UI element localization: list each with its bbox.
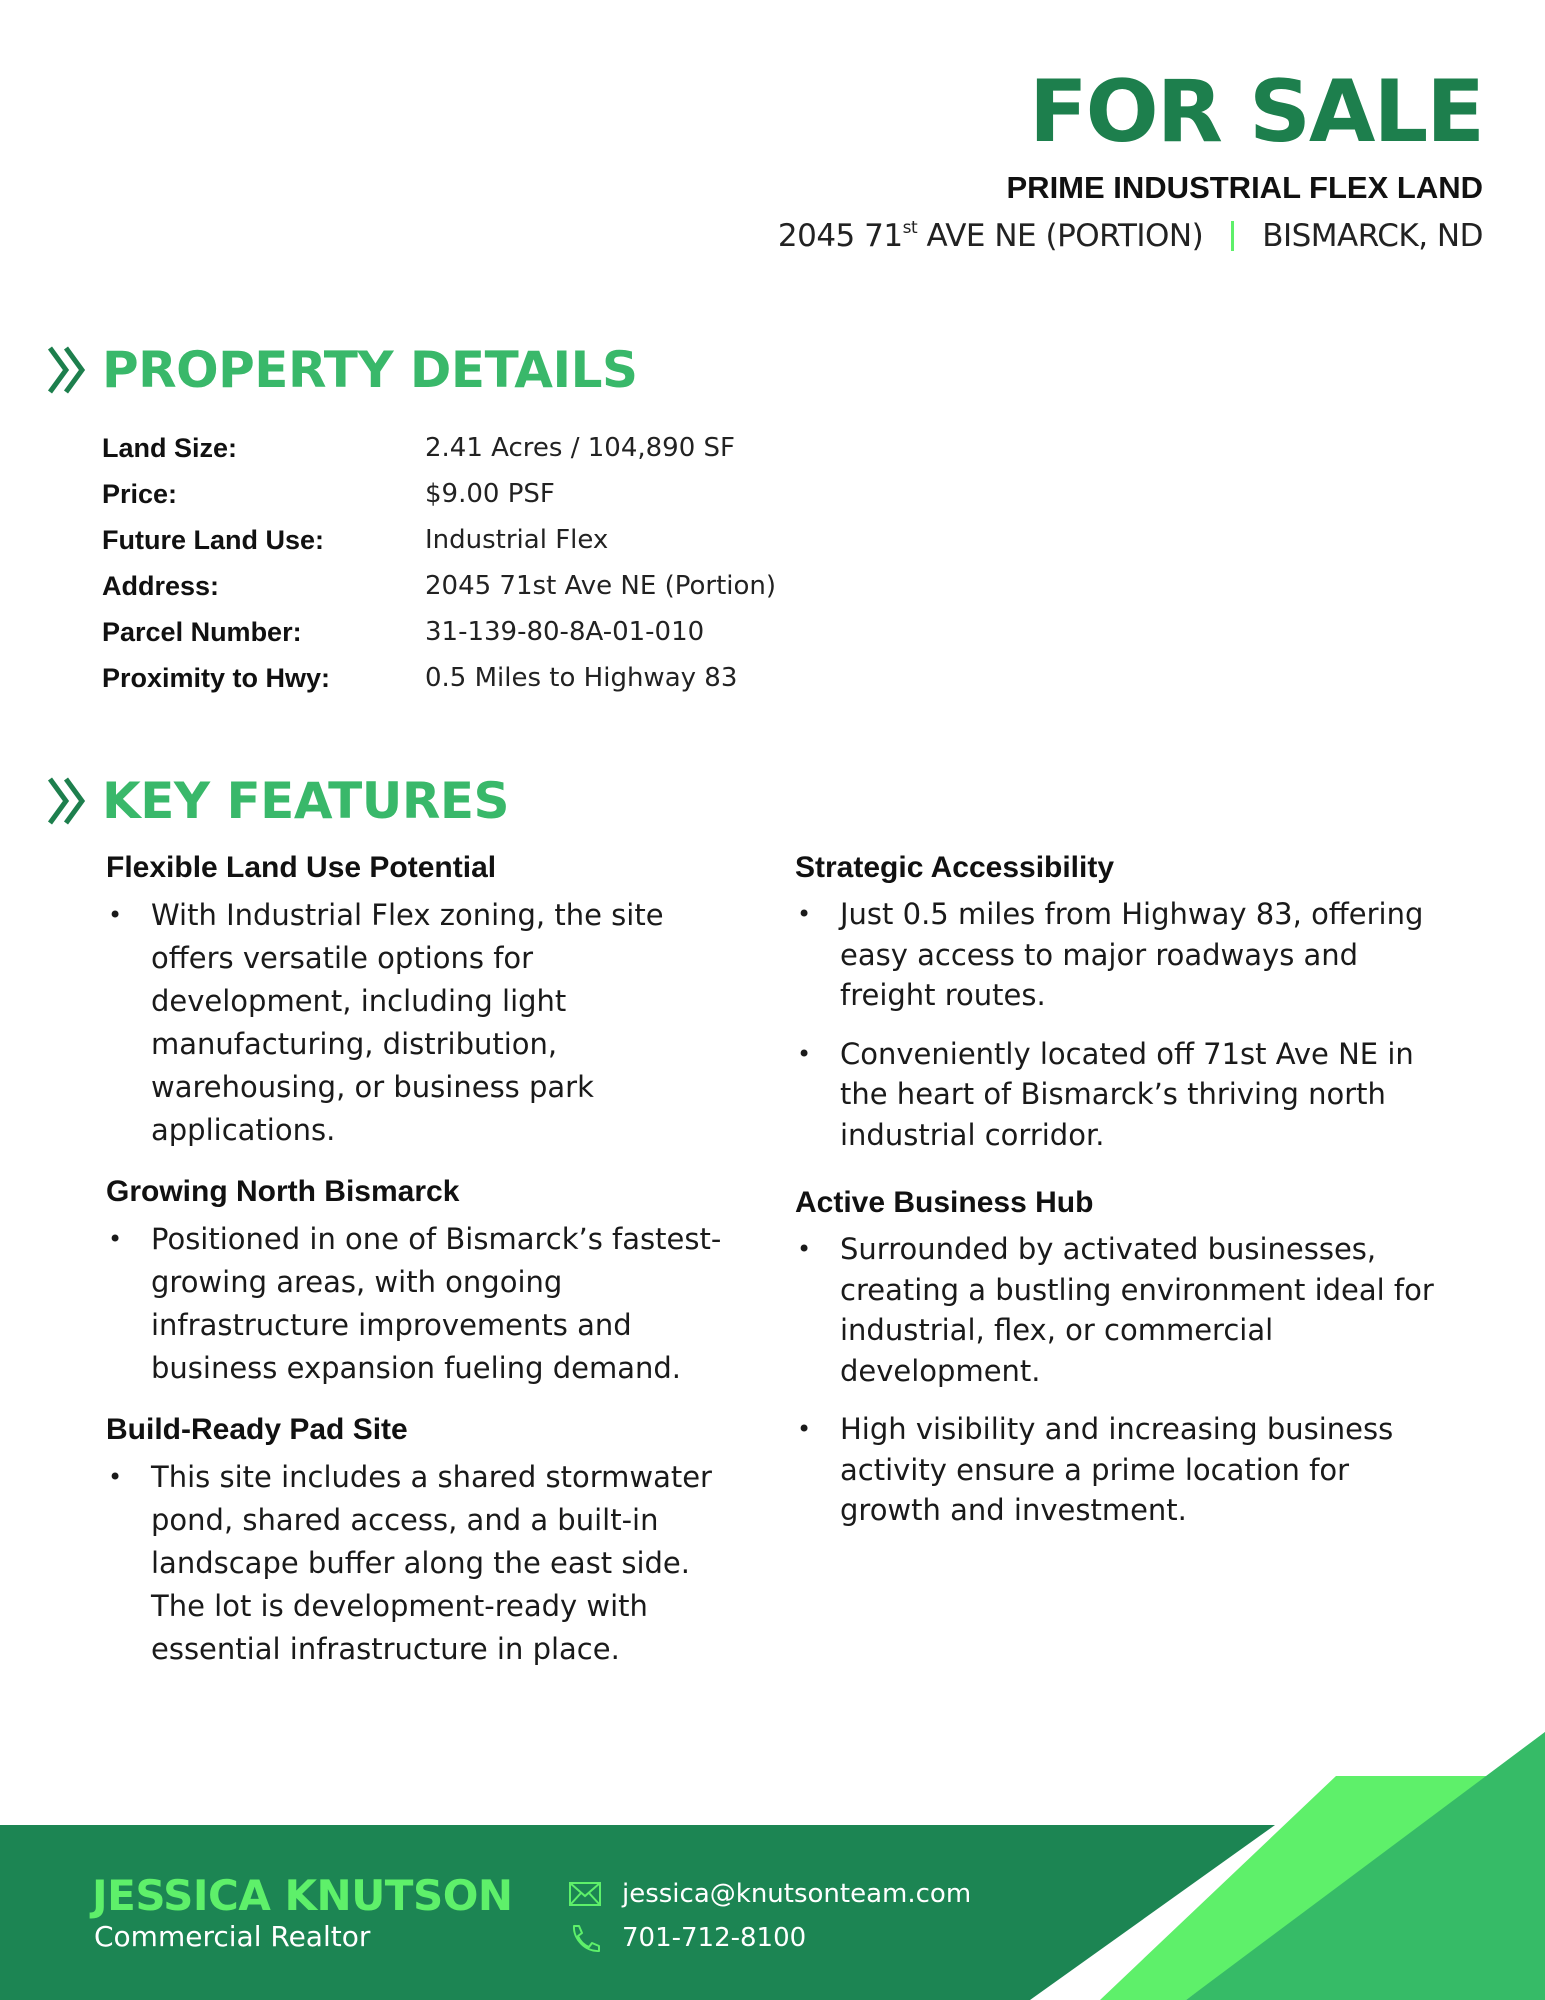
phone-contact[interactable] xyxy=(568,1923,806,1953)
city: BISMARCK, ND xyxy=(1262,218,1483,254)
listing-subtitle: PRIME INDUSTRIAL FLEX LAND xyxy=(1006,170,1483,205)
feature-title: Flexible Land Use Potential xyxy=(106,851,497,884)
detail-label: Parcel Number: xyxy=(102,616,302,647)
for-sale-title: FOR SALE xyxy=(1028,62,1483,162)
feature-title: Growing North Bismarck xyxy=(106,1175,460,1208)
address-rest: AVE NE (PORTION) xyxy=(917,218,1204,254)
feature-title: Active Business Hub xyxy=(795,1186,1094,1219)
agent-name: JESSICA KNUTSON xyxy=(92,1871,513,1920)
detail-label: Land Size: xyxy=(102,432,238,463)
address-suffix: st xyxy=(902,218,918,238)
detail-value: Industrial Flex xyxy=(425,525,609,555)
detail-label: Proximity to Hwy: xyxy=(102,662,331,693)
agent-role: Commercial Realtor xyxy=(94,1920,371,1953)
mail-icon xyxy=(568,1879,602,1909)
detail-value: 31-139-80-8A-01-010 xyxy=(425,617,705,647)
email-contact[interactable] xyxy=(568,1879,971,1909)
section-title: KEY FEATURES xyxy=(102,772,510,830)
feature-title: Build-Ready Pad Site xyxy=(106,1413,408,1446)
feature-bullet: • Surrounded by activated businesses, creating a bustling environment ideal for industrial, flex, or commercial development. xyxy=(795,1229,1435,1391)
feature-bullet: • With Industrial Flex zoning, the site offers versatile options for development, including light manufacturing, distribution, warehousing, or business park applications. xyxy=(106,894,726,1152)
detail-label: Future Land Use: xyxy=(102,524,325,555)
feature-bullet: • Positioned in one of Bismarck’s fastest-growing areas, with ongoing infrastructure improvements and business expansion fueling demand. xyxy=(106,1218,726,1390)
phone-link[interactable]: 701-712-8100 xyxy=(622,1923,807,1953)
section-title: PROPERTY DETAILS xyxy=(102,341,638,399)
detail-value: 2.41 Acres / 104,890 SF xyxy=(425,433,735,463)
footer-accent-block xyxy=(1186,1732,1545,2000)
detail-value: $9.00 PSF xyxy=(425,479,555,509)
feature-bullet: • Conveniently located off 71st Ave NE in the heart of Bismarck’s thriving north industrial corridor. xyxy=(795,1034,1435,1156)
detail-label: Address: xyxy=(102,570,220,601)
feature-bullet: • Just 0.5 miles from Highway 83, offering easy access to major roadways and freight routes. xyxy=(795,894,1435,1016)
phone-icon xyxy=(568,1923,602,1953)
detail-value: 2045 71st Ave NE (Portion) xyxy=(425,571,777,601)
address-number: 2045 71 xyxy=(777,218,903,254)
detail-label: Price: xyxy=(102,478,178,509)
feature-bullet: • High visibility and increasing business activity ensure a prime location for growth and investment. xyxy=(795,1409,1435,1531)
email-link[interactable]: jessica@knutsonteam.com xyxy=(622,1879,972,1909)
feature-title: Strategic Accessibility xyxy=(795,851,1115,884)
detail-value: 0.5 Miles to Highway 83 xyxy=(425,663,738,693)
feature-bullet: • This site includes a shared stormwater pond, shared access, and a built-in landscape buffer along the east side. The lot is development-ready with essential infrastructure in place. xyxy=(106,1456,726,1671)
